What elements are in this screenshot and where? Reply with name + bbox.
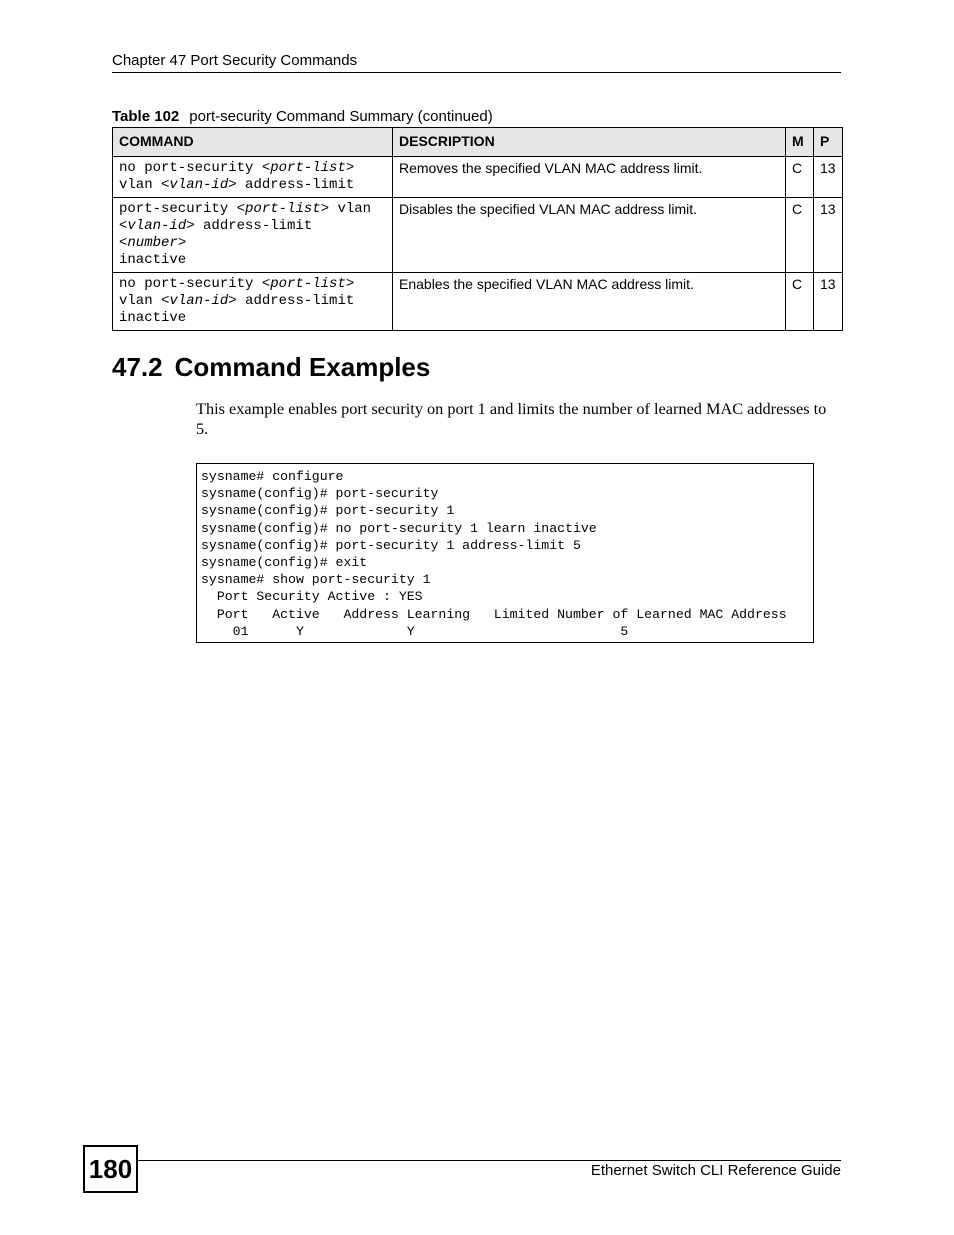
command-text: > address-limit bbox=[228, 177, 355, 193]
code-example-box bbox=[196, 463, 814, 643]
code-line: sysname# configure bbox=[201, 469, 344, 484]
mode-cell: C bbox=[786, 157, 814, 198]
code-line: sysname(config)# port-security bbox=[201, 486, 439, 502]
command-text: > bbox=[345, 160, 355, 176]
command-summary-table bbox=[112, 127, 843, 331]
section-number: 47.2 bbox=[112, 352, 163, 382]
column-header-privilege: P bbox=[814, 128, 843, 157]
code-line: 01 Y Y 5 bbox=[201, 623, 629, 639]
table-row bbox=[113, 157, 843, 198]
code-line: sysname(config)# exit bbox=[201, 555, 368, 571]
command-text: > bbox=[345, 276, 355, 292]
command-argument: vlan-id bbox=[169, 177, 229, 193]
chapter-title: Chapter 47 Port Security Commands bbox=[112, 52, 358, 69]
command-text: no port-security < bbox=[119, 276, 271, 292]
description-cell: Enables the specified VLAN MAC address limit. bbox=[393, 273, 786, 331]
command-cell bbox=[113, 273, 393, 331]
section-title: Command Examples bbox=[174, 352, 431, 382]
privilege-cell: 13 bbox=[814, 273, 843, 331]
command-text: inactive bbox=[119, 310, 187, 326]
code-line: sysname(config)# port-security 1 bbox=[201, 503, 455, 519]
code-line: Port Active Address Learning Limited Number of Learned MAC Address bbox=[201, 606, 787, 622]
privilege-cell: 13 bbox=[814, 157, 843, 198]
command-line bbox=[119, 276, 386, 293]
command-argument: port-list bbox=[270, 276, 346, 292]
example-paragraph: This example enables port security on port 1 and limits the number of learned MAC addresses to 5. bbox=[196, 399, 827, 438]
description-cell: Disables the specified VLAN MAC address limit. bbox=[393, 198, 786, 273]
mode-cell: C bbox=[786, 273, 814, 331]
code-example bbox=[197, 464, 813, 640]
privilege-cell: 13 bbox=[814, 198, 843, 273]
command-argument: port-list bbox=[245, 201, 321, 217]
column-header-description: DESCRIPTION bbox=[393, 128, 786, 157]
command-text: vlan < bbox=[119, 293, 170, 309]
command-line bbox=[119, 293, 386, 310]
section-heading bbox=[112, 352, 430, 383]
description-cell: Removes the specified VLAN MAC address limit. bbox=[393, 157, 786, 198]
command-cell bbox=[113, 157, 393, 198]
code-line: sysname# show port-security 1 bbox=[201, 572, 431, 588]
command-line bbox=[119, 177, 386, 194]
command-line bbox=[119, 201, 386, 218]
column-header-mode: M bbox=[786, 128, 814, 157]
table-row bbox=[113, 198, 843, 273]
command-line bbox=[119, 160, 386, 177]
footer-divider bbox=[138, 1160, 841, 1161]
mode-cell: C bbox=[786, 198, 814, 273]
command-line bbox=[119, 252, 386, 269]
code-line: sysname(config)# port-security 1 address-limit 5 bbox=[201, 537, 581, 553]
command-text: no port-security < bbox=[119, 160, 271, 176]
command-argument: vlan-id bbox=[127, 218, 187, 234]
code-line: Port Security Active : YES bbox=[201, 589, 423, 605]
command-line bbox=[119, 218, 386, 252]
table-caption-label: Table 102 bbox=[112, 108, 180, 125]
guide-title: Ethernet Switch CLI Reference Guide bbox=[590, 1162, 841, 1179]
column-header-command: COMMAND bbox=[113, 128, 393, 157]
command-line bbox=[119, 310, 386, 327]
command-argument: port-list bbox=[270, 160, 346, 176]
table-row bbox=[113, 273, 843, 331]
command-text: > address-limit < bbox=[119, 218, 313, 251]
header-divider bbox=[112, 72, 841, 73]
command-text: < bbox=[119, 218, 128, 234]
page-number: 180 bbox=[83, 1145, 138, 1193]
table-caption bbox=[112, 108, 493, 125]
command-argument: vlan-id bbox=[169, 293, 229, 309]
command-text: > address-limit bbox=[228, 293, 355, 309]
command-text: port-security < bbox=[119, 201, 246, 217]
command-text: > bbox=[177, 235, 187, 251]
code-line: sysname(config)# no port-security 1 learn inactive bbox=[201, 520, 597, 536]
table-caption-text: port-security Command Summary (continued) bbox=[189, 108, 493, 125]
command-text: vlan < bbox=[119, 177, 170, 193]
command-argument: number bbox=[127, 235, 178, 251]
table-header-row bbox=[113, 128, 843, 157]
command-text: inactive bbox=[119, 252, 187, 268]
command-cell bbox=[113, 198, 393, 273]
command-text: > vlan bbox=[320, 201, 372, 217]
